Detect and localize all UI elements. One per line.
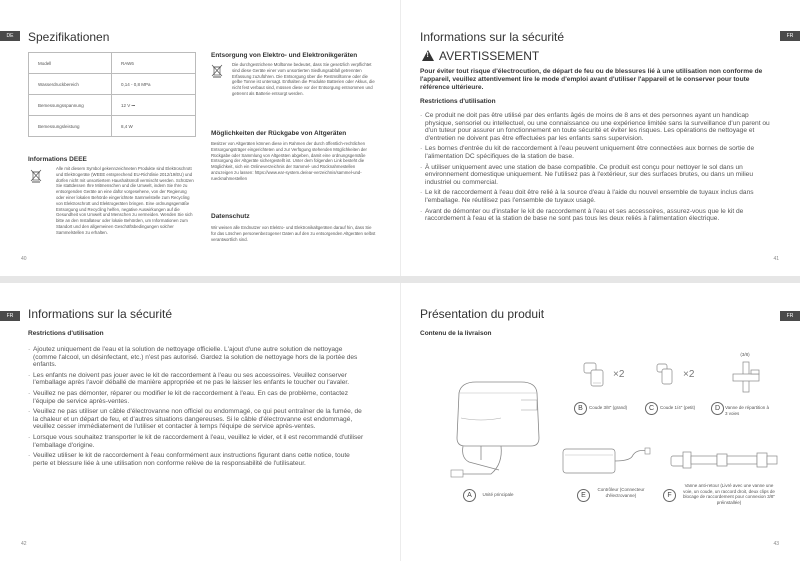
list-item: · Les bornes d'entrée du kit de raccordement à l'eau peuvent uniquement être connectées aux bornes de sortie de l'alimentation DC spécifiques de la station de base. xyxy=(420,145,778,160)
table-row: Modell RAW6 xyxy=(29,53,196,74)
item-label-f: Vanne anti-retour (Livré avec une vanne une voie, un coude, un raccord droit, deux clips de blocage de raccordement pour connexion 3/8" préinstallée) xyxy=(683,483,775,505)
bottom-spread xyxy=(0,283,800,561)
page-number: 41 xyxy=(773,256,779,262)
item-label-a: Unité principale xyxy=(482,492,514,497)
warning-intro: Pour éviter tout risque d'électrocution, de départ de feu ou de blessures lié à une utilisation non conforme de l'appareil, veuillez attentivement lire le mode d'emploi avant d'utiliser l'appareil et le conserver pour toute référence ultérieure. xyxy=(420,68,763,91)
disposal-heading: Entsorgung von Elektro- und Elektronikgeräten xyxy=(211,52,358,59)
disposal-text: Die durchgestrichene Mülltonne bedeutet, dass Sie gesetzlich verpflichtet sind diese Geräte einer vom unsortierten Siedlungsabfall getrennten Erfassung zuzuführen. Die Entsorgung über die Restmülltonne oder die gelbe Tonne ist untersagt. Enthalten die Produkte Batterien oder Akkus, die nicht fest verbaut sind, müssen diese vor der Entsorgung entnommen und getrennt als Batterie entsorgt werden. xyxy=(232,62,375,96)
language-tab: FR xyxy=(780,31,800,41)
page-title: Spezifikationen xyxy=(28,30,110,44)
contents-heading: Contenu de la livraison xyxy=(420,330,492,337)
privacy-heading: Datenschutz xyxy=(211,213,250,220)
table-row: Bemessungsleistung 8,4 W xyxy=(29,116,196,137)
list-item: · Les enfants ne doivent pas jouer avec le kit de raccordement à l'eau ou ses accessoires. Veuillez conserver l'emballage après l'avoir déballé de manière appropriée et ne pas le laisser les enfants le toucher ou l'avaler. xyxy=(28,372,364,387)
weee-heading: Informations DEEE xyxy=(28,156,87,163)
main-unit-illustration xyxy=(441,378,551,483)
list-item: · Ce produit ne doit pas être utilisé par des enfants âgés de moins de 8 ans et des personnes ayant un handicap physique, sensoriel ou intellectuel, ou une connaissance ou une expérience limitée sans la surveillance d'un parent ou d'un tuteur pour assurer un fonctionnement en toute sécurité et éviter les risques. Les opérations de nettoyage et d'entretien ne doivent pas être effectuées par les enfants sans supervision. xyxy=(420,112,778,142)
quantity-c: ×2 xyxy=(683,369,695,380)
list-item: · Ajoutez uniquement de l'eau et la solution de nettoyage officielle. L'ajout d'une autre solution de nettoyage (comme l'alcool, un désinfectant, etc.) n'est pas autorisé. Gardez la solution de nettoyage hors de la portée des enfants. xyxy=(28,346,364,369)
page-title: Informations sur la sécurité xyxy=(28,307,173,321)
list-item: · Le kit de raccordement à l'eau doit être relié à la source d'eau à l'aide du nouvel ensemble de tuyaux inclus dans l'emballage. Ne réutilisez pas l'ensemble de tuyaux usagé. xyxy=(420,189,778,204)
page-42 xyxy=(0,283,400,561)
page-41 xyxy=(400,0,800,276)
privacy-text: Wir weisen alle Endnutzer von Elektro- und Elektronikaltgeräten darauf hin, dass Sie für das Löschen personenbezogener Daten auf den zu entsorgenden Altgeräten selbst verantwortlich sind. xyxy=(211,225,376,242)
table-row: Bemessungsspannung 12 V ⎓ xyxy=(29,95,196,116)
top-spread xyxy=(0,0,800,276)
language-tab: DE xyxy=(0,31,20,41)
check-valve-illustration xyxy=(669,448,779,472)
crossed-bin-icon xyxy=(30,169,42,183)
item-letter-d: D xyxy=(711,402,724,415)
list-item: · Avant de démonter ou d'installer le kit de raccordement à l'eau et ses accessoires, assurez-vous que le kit de raccordement à l'eau et la station de base ne sont pas tous les deux reliés à l'alimentation électrique. xyxy=(420,208,778,223)
list-item: · Veuillez ne pas démonter, réparer ou modifier le kit de raccordement à l'eau. En cas de problème, contactez l'équipe de service après-ventes. xyxy=(28,390,364,405)
three-way-valve-icon xyxy=(729,360,763,394)
page-number: 42 xyxy=(21,541,27,547)
item-letter-a: A xyxy=(463,489,476,502)
warning-title xyxy=(422,49,539,63)
controller-illustration xyxy=(561,443,651,479)
page-43 xyxy=(400,283,800,561)
elbow-small-icon xyxy=(653,360,683,390)
restrictions-heading: Restrictions d'utilisation xyxy=(28,330,104,337)
spec-table xyxy=(28,52,196,137)
valve-size-tag: (3/8) xyxy=(740,352,750,357)
item-letter-c: C xyxy=(645,402,658,415)
language-tab: FR xyxy=(780,311,800,321)
item-label-c: Coude 1/4" (petit) xyxy=(660,405,696,410)
list-item: · Veuillez utiliser le kit de raccordement à l'eau conformément aux instructions figurant dans cette notice, toute perte et blessure liée à une utilisation non conforme relève de la responsabilité de l'utilisateur. xyxy=(28,452,364,467)
warning-label: AVERTISSEMENT xyxy=(439,49,540,63)
warning-triangle-icon xyxy=(422,50,434,61)
crossed-bin-icon xyxy=(211,64,223,78)
return-heading: Möglichkeiten der Rückgabe von Altgeräten xyxy=(211,130,347,137)
list-item: · Lorsque vous souhaitez transporter le kit de raccordement à l'eau, veuillez le vider, et il est recommandé d'utiliser l'emballage d'origine. xyxy=(28,434,364,449)
page-40 xyxy=(0,0,400,276)
item-letter-b: B xyxy=(574,402,587,415)
weee-text: Alle mit diesem Symbol gekennzeichneten Produkte sind Elektroschrott und Elektrogeräte (WEEE entsprechend EU-Richtlinie 2012/19/EU) und dürfen nicht mit unsortiertem Haushaltsmüll vermischt werden. Schützen Sie stattdessen Ihre Mitmenschen und die Umwelt, indem Sie Ihre zu entsorgenden Geräte an eine dafür vorgesehene, von der Regierung oder einer lokalen Behörde eingerichtete Sammelstelle zum Recycling von Elektroschrott und Elektrogeräten bringen. Eine ordnungsgemäße Entsorgung und Recycling helfen, negative Auswirkungen auf die Gesundheit von Umwelt und Menschen zu vermeiden. Wenden Sie sich bitte an den Installateur oder lokale Behörden, um Informationen zum Standort und den allgemeinen Geschäftsbedingungen solcher Sammelstellen zu erhalten. xyxy=(56,166,194,235)
list-item: · Veuillez ne pas utiliser un câble d'électrovanne non officiel ou endommagé, ce qui peut entraîner de la fumée, de la chaleur et un départ de feu, et d'autres situations dangereuses. Si le câble d'électrovanne est endommagé, veuillez cesser immédiatement de l'utiliser et contacter à temps l'équipe de service après-ventes. xyxy=(28,408,364,431)
item-letter-e: E xyxy=(577,489,590,502)
elbow-large-icon xyxy=(581,360,611,390)
restrictions-heading: Restrictions d'utilisation xyxy=(420,98,496,105)
quantity-b: ×2 xyxy=(613,369,625,380)
page-title: Présentation du produit xyxy=(420,307,545,321)
restrictions-list xyxy=(420,112,778,226)
page-number: 40 xyxy=(21,256,27,262)
list-item: · À utiliser uniquement avec une station de base compatible. Ce produit est conçu pour nettoyer le sol dans un environnement domestique uniquement. Ne l'utilisez pas à l'extérieur, sur des surfaces brutes, ou dans un milieu industriel ou commercial. xyxy=(420,164,778,187)
item-label-e: Contrôleur (Connecteur d'électrovanne) xyxy=(597,487,645,498)
return-text: Besitzer von Altgeräten können diese im Rahmen der durch öffentlich-rechtlichen Entsorgungsträger eingerichteten und zur Verfügung stehenden Möglichkeiten der Rückgabe oder Sammlung von Altgeräten abgeben, damit eine ordnungsgemäße Entsorgung der Altgeräte sichergestellt ist. Unter dem folgenden Link besteht die Möglichkeit, sich ein Onlineverzeichnis der Sammel- und Rücknahmestellen anzuzeigen zu lassen: https://www.ear-system.de/ear-verzeichnis/sammel-und-ruecknahmestellen xyxy=(211,141,367,181)
table-row: Wasserdruckbereich 0,14 - 0,8 MPa xyxy=(29,74,196,95)
language-tab: FR xyxy=(0,311,20,321)
item-label-b: Coude 3/8" (grand) xyxy=(589,405,628,410)
item-label-d: Vanne de répartition à 3 voies xyxy=(725,405,769,416)
page-title: Informations sur la sécurité xyxy=(420,30,565,44)
item-letter-f: F xyxy=(663,489,676,502)
restrictions-list xyxy=(28,346,364,470)
page-number: 43 xyxy=(773,541,779,547)
